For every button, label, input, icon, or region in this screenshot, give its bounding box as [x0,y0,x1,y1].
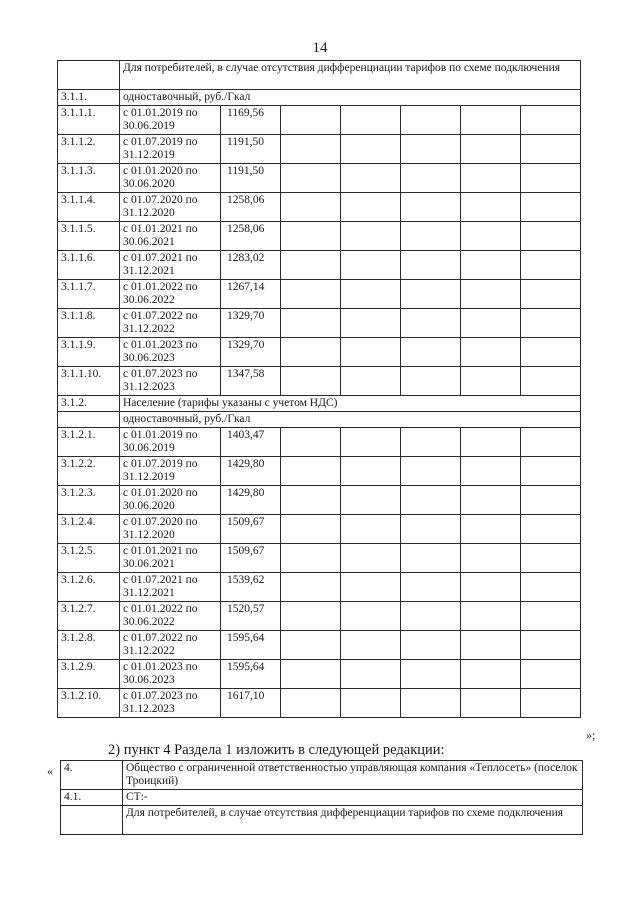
empty-cell [401,631,461,660]
empty-cell [341,457,401,486]
tariff-row [58,515,581,544]
empty-cell [521,193,581,222]
empty-cell [461,515,521,544]
row-period: с 01.07.2021 по 31.12.2021 [120,573,221,602]
empty-cell [401,602,461,631]
empty-cell [281,515,341,544]
empty-cell [281,631,341,660]
tariff-row [58,689,581,718]
tariff-row [58,280,581,309]
empty-cell [521,486,581,515]
page-number: 14 [312,40,328,56]
row-code: 3.1.1.8. [58,309,120,338]
tariff-row [58,602,581,631]
empty-cell [341,193,401,222]
empty-cell [341,338,401,367]
empty-cell [281,164,341,193]
empty-cell [521,280,581,309]
empty-cell [281,251,341,280]
tariff-row [58,631,581,660]
empty-cell [341,573,401,602]
empty-cell [521,457,581,486]
tariff-row [58,106,581,135]
empty-cell [461,106,521,135]
empty-cell [341,222,401,251]
tariff-row [58,164,581,193]
empty-cell [401,367,461,396]
row-code: 3.1.2.4. [58,515,120,544]
row-code: 3.1.2.7. [58,602,120,631]
empty-cell [341,660,401,689]
empty-cell [401,164,461,193]
section-sublabel: одноставочный, руб./Гкал [120,412,581,428]
row-value: 1595,64 [221,660,281,689]
tariff-row [58,251,581,280]
section-code: 3.1.1. [58,90,120,106]
empty-cell [401,135,461,164]
empty-cell [401,486,461,515]
row-period: с 01.01.2021 по 30.06.2021 [120,544,221,573]
row-code: 3.1.1.10. [58,367,120,396]
row-value: 1258,06 [221,222,281,251]
tariff-table-continued [57,60,580,718]
empty-cell [341,106,401,135]
row-code: 3.1.2.1. [58,428,120,457]
empty-cell [341,428,401,457]
row-value: 1347,58 [221,367,281,396]
st-label: СТ:- [123,790,583,806]
tariff-row [58,135,581,164]
row-value: 1617,10 [221,689,281,718]
empty-cell [341,309,401,338]
empty-cell [401,544,461,573]
row-code: 3.1.2.2. [58,457,120,486]
empty-cell [521,660,581,689]
tariff-row [58,428,581,457]
empty-cell [281,193,341,222]
section-code: 3.1.2. [58,396,120,412]
row-value: 1329,70 [221,309,281,338]
row-code: 3.1.1.5. [58,222,120,251]
empty-cell [461,602,521,631]
row-value: 1191,50 [221,164,281,193]
empty-cell [521,428,581,457]
row-value: 1520,57 [221,602,281,631]
row-value: 1595,64 [221,631,281,660]
row-code: 3.1.1.4. [58,193,120,222]
empty-cell [461,280,521,309]
consumers-code-empty [61,806,123,835]
empty-cell [521,367,581,396]
row-value: 1283,02 [221,251,281,280]
empty-cell [341,689,401,718]
empty-cell [341,135,401,164]
empty-cell [521,689,581,718]
opening-quote: « [47,764,53,778]
row-period: с 01.01.2022 по 30.06.2022 [120,280,221,309]
empty-cell [461,193,521,222]
row-period: с 01.01.2021 по 30.06.2021 [120,222,221,251]
tariff-row [58,457,581,486]
empty-cell [281,106,341,135]
row-code: 3.1.2.10. [58,689,120,718]
row-code: 3.1.1.7. [58,280,120,309]
empty-cell [461,222,521,251]
st-row [61,790,583,806]
empty-cell [281,573,341,602]
section-row-312 [58,396,581,412]
row-value: 1509,67 [221,544,281,573]
tariff-row [58,486,581,515]
empty-cell [521,544,581,573]
empty-cell [341,280,401,309]
row-code: 3.1.2.8. [58,631,120,660]
row-period: с 01.07.2022 по 31.12.2022 [120,631,221,660]
empty-cell [401,106,461,135]
amendment-instruction: 2) пункт 4 Раздела 1 изложить в следующей редакции: [108,742,445,758]
empty-cell [281,309,341,338]
row-period: с 01.01.2023 по 30.06.2023 [120,338,221,367]
row-period: с 01.07.2021 по 31.12.2021 [120,251,221,280]
empty-cell [521,631,581,660]
empty-cell [341,515,401,544]
empty-cell [341,164,401,193]
empty-cell [281,135,341,164]
row-value: 1267,14 [221,280,281,309]
empty-cell [521,338,581,367]
org-name: Общество с ограниченной ответственностью управляющая компания «Теплосеть» (поселок Троицкий) [123,761,583,790]
empty-cell [401,428,461,457]
consumers-header: Для потребителей, в случае отсутствия дифференциации тарифов по схеме подключения [120,61,581,90]
tariff-row [58,660,581,689]
row-period: с 01.01.2022 по 30.06.2022 [120,602,221,631]
empty-cell [341,602,401,631]
empty-cell [461,544,521,573]
empty-cell [461,164,521,193]
section-row-311 [58,90,581,106]
empty-cell [401,251,461,280]
empty-cell [281,222,341,251]
org-code: 4. [61,761,123,790]
empty-cell [281,280,341,309]
empty-cell [401,660,461,689]
tariff-row [58,544,581,573]
empty-cell [461,457,521,486]
row-period: с 01.01.2020 по 30.06.2020 [120,164,221,193]
empty-cell [521,515,581,544]
empty-cell [461,631,521,660]
row-value: 1429,80 [221,486,281,515]
empty-cell [281,367,341,396]
row-period: с 01.01.2019 по 30.06.2019 [120,106,221,135]
empty-cell [521,164,581,193]
empty-cell [461,309,521,338]
empty-cell [281,338,341,367]
row-value: 1258,06 [221,193,281,222]
tariff-row [58,367,581,396]
empty-cell [341,631,401,660]
empty-cell [401,689,461,718]
section-subrow-312 [58,412,581,428]
empty-cell [461,573,521,602]
empty-cell [521,573,581,602]
empty-cell [341,367,401,396]
empty-cell [461,367,521,396]
st-code: 4.1. [61,790,123,806]
empty-cell [461,338,521,367]
row-period: с 01.07.2020 по 31.12.2020 [120,515,221,544]
empty-cell [281,660,341,689]
row-period: с 01.07.2022 по 31.12.2022 [120,309,221,338]
empty-cell [341,251,401,280]
empty-cell [281,602,341,631]
empty-cell [401,309,461,338]
tariff-row [58,193,581,222]
tariff-row [58,309,581,338]
row-code: 3.1.2.6. [58,573,120,602]
empty-cell [521,222,581,251]
empty-cell [401,457,461,486]
row-value: 1169,56 [221,106,281,135]
row-value: 1539,62 [221,573,281,602]
empty-cell [341,544,401,573]
row-code: 3.1.1.9. [58,338,120,367]
consumers-row [61,806,583,835]
row-value: 1509,67 [221,515,281,544]
empty-cell [521,309,581,338]
row-period: с 01.07.2019 по 31.12.2019 [120,135,221,164]
section-label: Население (тарифы указаны с учетом НДС) [120,396,581,412]
empty-cell [461,251,521,280]
row-period: с 01.01.2019 по 30.06.2019 [120,428,221,457]
empty-cell [521,602,581,631]
row-code: 3.1.2.3. [58,486,120,515]
empty-cell [461,428,521,457]
empty-cell [281,428,341,457]
empty-cell [401,193,461,222]
empty-cell [281,544,341,573]
empty-cell [401,222,461,251]
row-code: 3.1.2.9. [58,660,120,689]
tariff-row [58,338,581,367]
section-label: одноставочный, руб./Гкал [120,90,581,106]
header-row [58,61,581,90]
row-period: с 01.01.2020 по 30.06.2020 [120,486,221,515]
row-code: 3.1.1.2. [58,135,120,164]
empty-cell [461,486,521,515]
consumers-label: Для потребителей, в случае отсутствия дифференциации тарифов по схеме подключения [123,806,583,835]
row-period: с 01.07.2023 по 31.12.2023 [120,367,221,396]
tariff-row [58,222,581,251]
empty-cell [401,515,461,544]
row-code: 3.1.1.3. [58,164,120,193]
tariff-table-new [60,760,582,835]
empty-cell [401,280,461,309]
empty-cell [461,689,521,718]
org-row [61,761,583,790]
header-empty-cell [58,61,120,90]
section-code-empty [58,412,120,428]
row-period: с 01.07.2020 по 31.12.2020 [120,193,221,222]
row-code: 3.1.1.6. [58,251,120,280]
row-value: 1329,70 [221,338,281,367]
empty-cell [461,660,521,689]
row-period: с 01.07.2019 по 31.12.2019 [120,457,221,486]
empty-cell [281,457,341,486]
row-code: 3.1.1.1. [58,106,120,135]
empty-cell [521,106,581,135]
empty-cell [281,689,341,718]
row-period: с 01.07.2023 по 31.12.2023 [120,689,221,718]
empty-cell [341,486,401,515]
row-code: 3.1.2.5. [58,544,120,573]
empty-cell [461,135,521,164]
tariff-row [58,573,581,602]
closing-quote: »; [586,728,596,742]
empty-cell [521,251,581,280]
row-period: с 01.01.2023 по 30.06.2023 [120,660,221,689]
empty-cell [401,573,461,602]
empty-cell [281,486,341,515]
row-value: 1429,80 [221,457,281,486]
row-value: 1191,50 [221,135,281,164]
empty-cell [521,135,581,164]
empty-cell [401,338,461,367]
row-value: 1403,47 [221,428,281,457]
